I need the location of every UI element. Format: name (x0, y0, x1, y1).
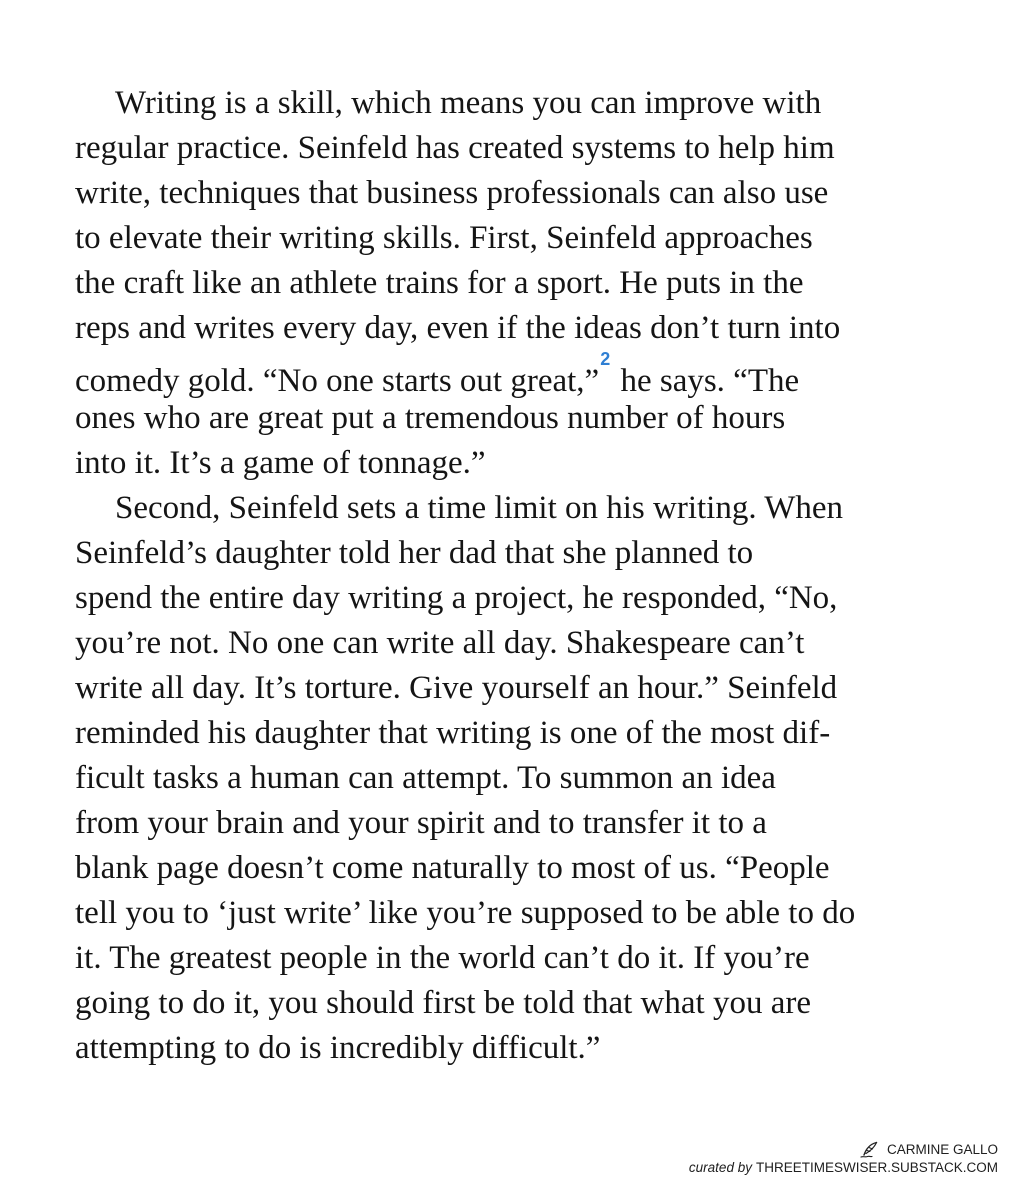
text-line: ones who are great put a tremendous number of hours (75, 400, 786, 436)
text-line: it. The greatest people in the world can’t do it. If you’re (75, 940, 810, 976)
credit (689, 1141, 998, 1177)
curator-credit (689, 1159, 998, 1177)
curator-site[interactable]: THREETIMESWISER.SUBSTACK.COM (755, 1160, 998, 1175)
text-line: attempting to do is incredibly difficult.” (75, 1030, 601, 1066)
text-line: reminded his daughter that writing is one of the most dif- (75, 715, 831, 751)
text-line: spend the entire day writing a project, he responded, “No, (75, 580, 838, 616)
text-line: reps and writes every day, even if the ideas don’t turn into (75, 310, 841, 346)
curated-by-label: curated by (688, 1160, 752, 1175)
text-line: write, techniques that business professionals can also use (75, 175, 829, 211)
footnote-marker[interactable]: 2 (600, 349, 611, 369)
author-credit (689, 1141, 998, 1159)
text-line: regular practice. Seinfeld has created systems to help him (75, 130, 835, 166)
text-line: going to do it, you should first be told that what you are (75, 985, 811, 1021)
text-line: ficult tasks a human can attempt. To summon an idea (75, 760, 776, 796)
text-line: to elevate their writing skills. First, Seinfeld approaches (75, 220, 813, 256)
text-line: tell you to ‘just write’ like you’re supposed to be able to do (75, 895, 856, 931)
text-line-with-footnote (75, 349, 975, 399)
text-line: the craft like an athlete trains for a sport. He puts in the (75, 265, 804, 301)
text-line: Seinfeld’s daughter told her dad that she planned to (75, 535, 754, 571)
text-line: blank page doesn’t come naturally to most of us. “People (75, 850, 830, 886)
text-line: you’re not. No one can write all day. Shakespeare can’t (75, 625, 805, 661)
text-line: into it. It’s a game of tonnage.” (75, 445, 486, 481)
book-excerpt (75, 81, 975, 1071)
author-name: CARMINE GALLO (886, 1142, 998, 1157)
text-segment: comedy gold. “No one starts out great,” (75, 363, 600, 399)
text-line: write all day. It’s torture. Give yourself an hour.” Seinfeld (75, 670, 838, 706)
text-segment: he says. “The (612, 363, 800, 399)
text-line: Writing is a skill, which means you can improve with (115, 85, 822, 121)
text-line: Second, Seinfeld sets a time limit on his writing. When (115, 490, 844, 526)
text-line: from your brain and your spirit and to transfer it to a (75, 805, 767, 841)
quill-icon (859, 1141, 879, 1159)
